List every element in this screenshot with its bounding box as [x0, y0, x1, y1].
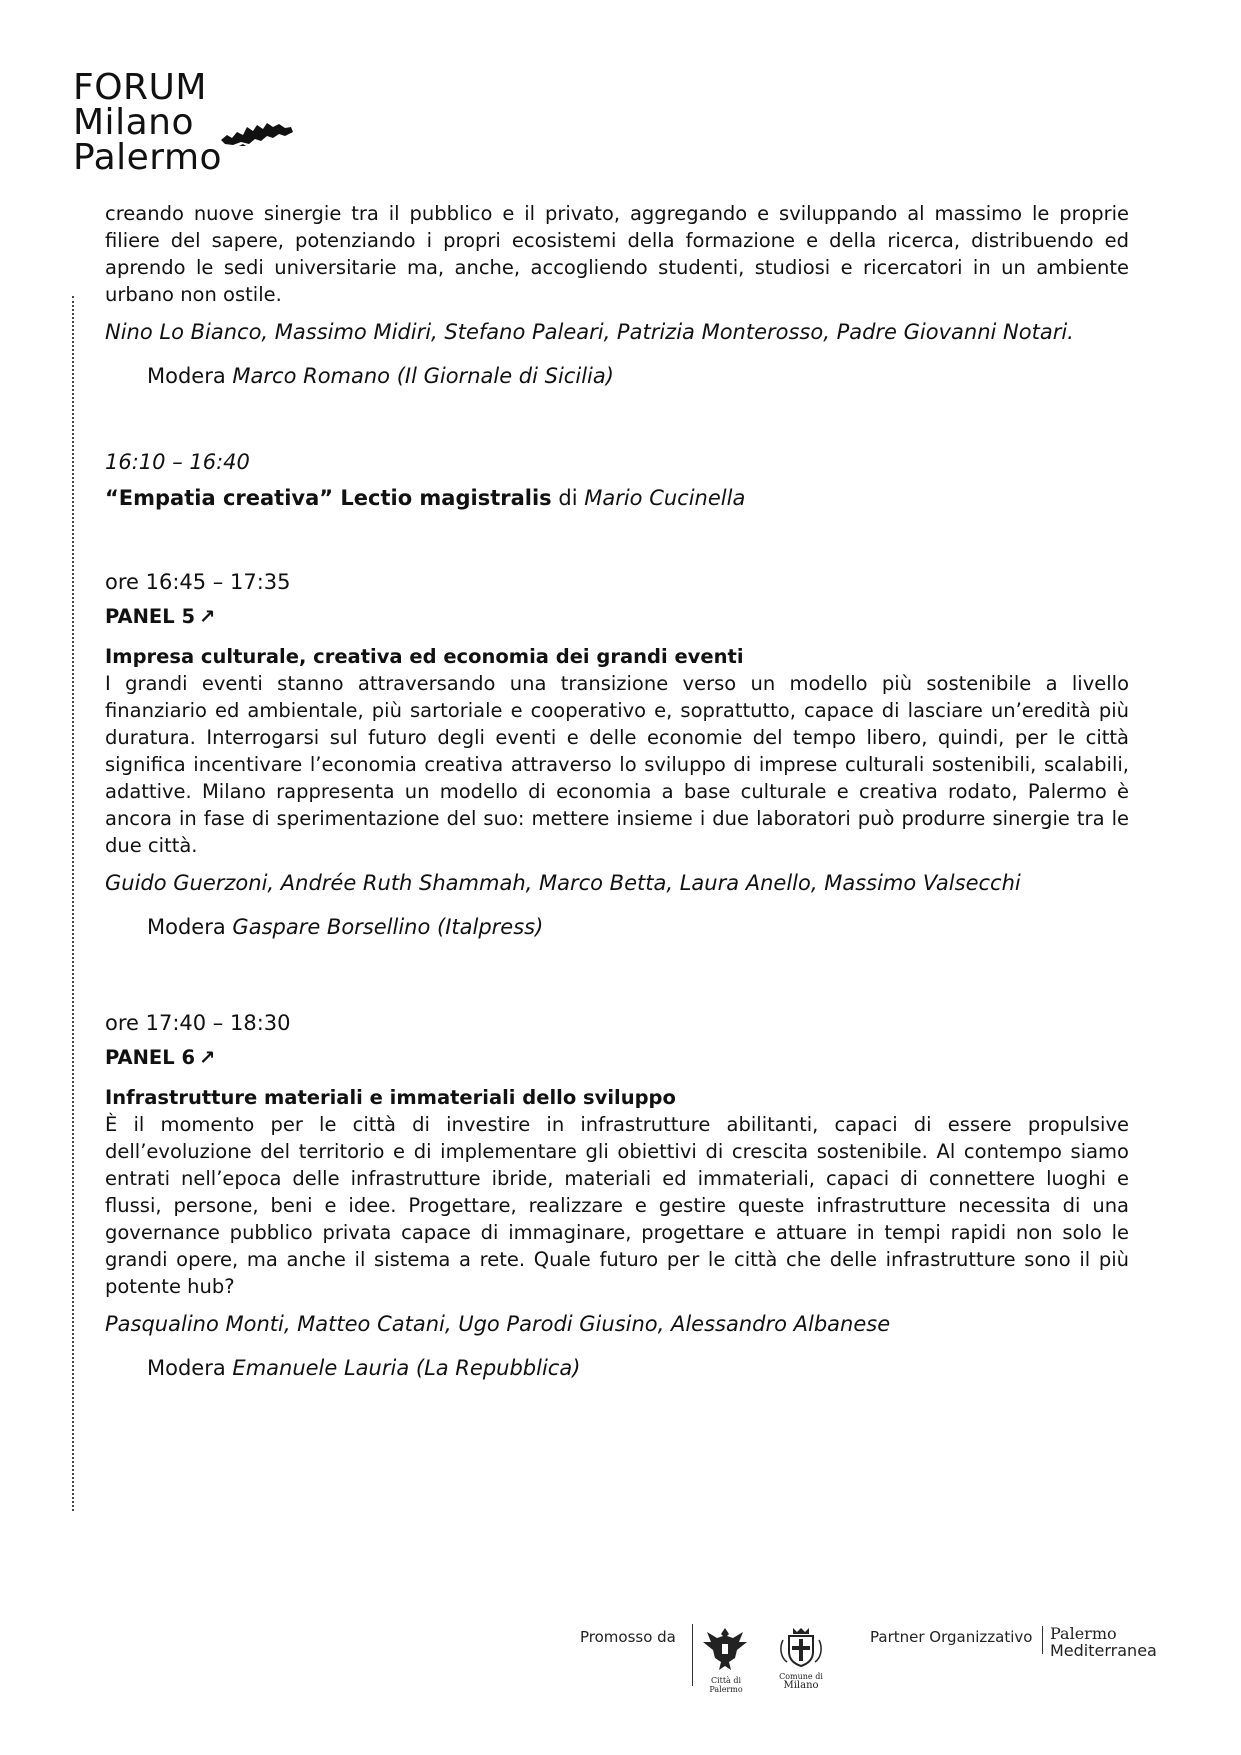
partner-logo-line1: Palermo: [1050, 1624, 1117, 1643]
palermo-caption: Città di Palermo: [709, 1676, 743, 1694]
palermo-mediterranea-logo: [1050, 1625, 1157, 1659]
milano-shield-emblem-icon: [777, 1624, 825, 1670]
moderator-name: Gaspare Borsellino (Italpress): [232, 915, 544, 939]
panel5-body: I grandi eventi stanno attraversando una transizione verso un modello più sostenibile a livello finanziario ed ambientale, più sartoriale e cooperativo e, soprattutto, capace di lasciare un’eredità più duratura. Interrogarsi sul futuro degli eventi e delle economie del tempo libero, quindi, per le città significa incentivare l’economia creativa attraverso lo sviluppo di imprese culturali sostenibili, scalabili, adattive. Milano rappresenta un modello di economia a base culturale e creativa rodato, Palermo è ancora in fase di sperimentazione del suo: mettere insieme i due laboratori può produrre sinergie tra le due città.: [105, 672, 1129, 857]
panel6-title: Infrastrutture materiali e immateriali dello sviluppo: [105, 1086, 676, 1109]
dotted-margin-rule: [72, 296, 74, 1511]
forum-logo: [73, 67, 313, 178]
panel5-time: ore 16:45 – 17:35: [105, 570, 291, 594]
moderator-name: Marco Romano (Il Giornale di Sicilia): [232, 364, 614, 388]
panel5-label[interactable]: [105, 604, 1129, 630]
panel5-speakers: Guido Guerzoni, Andrée Ruth Shammah, Marco Betta, Laura Anello, Massimo Valsecchi: [105, 871, 1021, 895]
lectio-heading: [105, 484, 1129, 512]
intro-moderator: [105, 362, 1129, 390]
milano-caption: [775, 1672, 827, 1690]
partner-label: Partner Organizzativo: [870, 1628, 1033, 1646]
external-link-arrow-icon[interactable]: ↗: [199, 605, 216, 628]
logo-line-forum: FORUM: [73, 67, 207, 108]
promoted-by-label: Promosso da: [580, 1628, 676, 1646]
intro-body: creando nuove sinergie tra il pubblico e il privato, aggregando e sviluppando al massimo le proprie filiere del sapere, potenziando i propri ecosistemi della formazione e della ricerca, distribuendo ed aprendo le sedi universitarie ma, anche, accogliendo studenti, studiosi e ricercatori in un ambiente urbano non ostile.: [105, 202, 1129, 306]
panel6-label-text: PANEL 6: [105, 1046, 196, 1069]
panel6-body: È il momento per le città di investire in infrastrutture abilitanti, capaci di essere propulsive dell’evoluzione del territorio e di implementare gli obiettivi di crescita sostenibile. Al contempo siamo entrati nell’epoca delle infrastrutture ibride, materiali ed immateriali, capaci di connettere luoghi e flussi, persone, beni e idee. Progettare, realizzare e gestire queste infrastrutture necessita di una governance pubblico privata capace di immaginare, progettare e attuare in tempi rapidi non solo le grandi opere, ma anche il sistema a rete. Quale futuro per le città che delle infrastrutture sono il più potente hub?: [105, 1113, 1129, 1298]
moderator-label: Modera: [147, 364, 226, 388]
moderator-label: Modera: [147, 1356, 226, 1380]
program-content: [105, 200, 1129, 1382]
panel5-label-text: PANEL 5: [105, 605, 196, 628]
panel5-moderator: [105, 913, 1129, 941]
partner-logo-line2: Mediterranea: [1050, 1641, 1157, 1660]
partner-divider: [1042, 1626, 1043, 1654]
logo-line-milano: Milano: [73, 102, 194, 143]
panel6-label[interactable]: [105, 1045, 1129, 1071]
lectio-time: 16:10 – 16:40: [105, 450, 250, 474]
panel6-speakers: Pasqualino Monti, Matteo Catani, Ugo Parodi Giusino, Alessandro Albanese: [105, 1312, 891, 1336]
panel5-title: Impresa culturale, creativa ed economia dei grandi eventi: [105, 645, 744, 668]
panel6-time: ore 17:40 – 18:30: [105, 1011, 291, 1035]
lectio-by: di: [558, 486, 578, 510]
milano-caption-line1: Comune di: [779, 1672, 823, 1681]
external-link-arrow-icon[interactable]: ↗: [199, 1046, 216, 1069]
milano-caption-line2: Milano: [783, 1680, 819, 1691]
mediterranean-map-icon: [219, 118, 295, 148]
intro-speakers: Nino Lo Bianco, Massimo Midiri, Stefano Paleari, Patrizia Monterosso, Padre Giovanni Notari.: [105, 320, 1074, 344]
lectio-speaker: Mario Cucinella: [584, 486, 746, 510]
lectio-title: “Empatia creativa” Lectio magistralis: [105, 486, 552, 510]
moderator-label: Modera: [147, 915, 226, 939]
moderator-name: Emanuele Lauria (La Repubblica): [232, 1356, 581, 1380]
footer-divider: [692, 1624, 693, 1686]
palermo-eagle-emblem-icon: [697, 1624, 753, 1676]
logo-line-palermo: Palermo: [73, 137, 223, 178]
footer-sponsors: [580, 1620, 1180, 1694]
panel6-moderator: [105, 1354, 1129, 1382]
